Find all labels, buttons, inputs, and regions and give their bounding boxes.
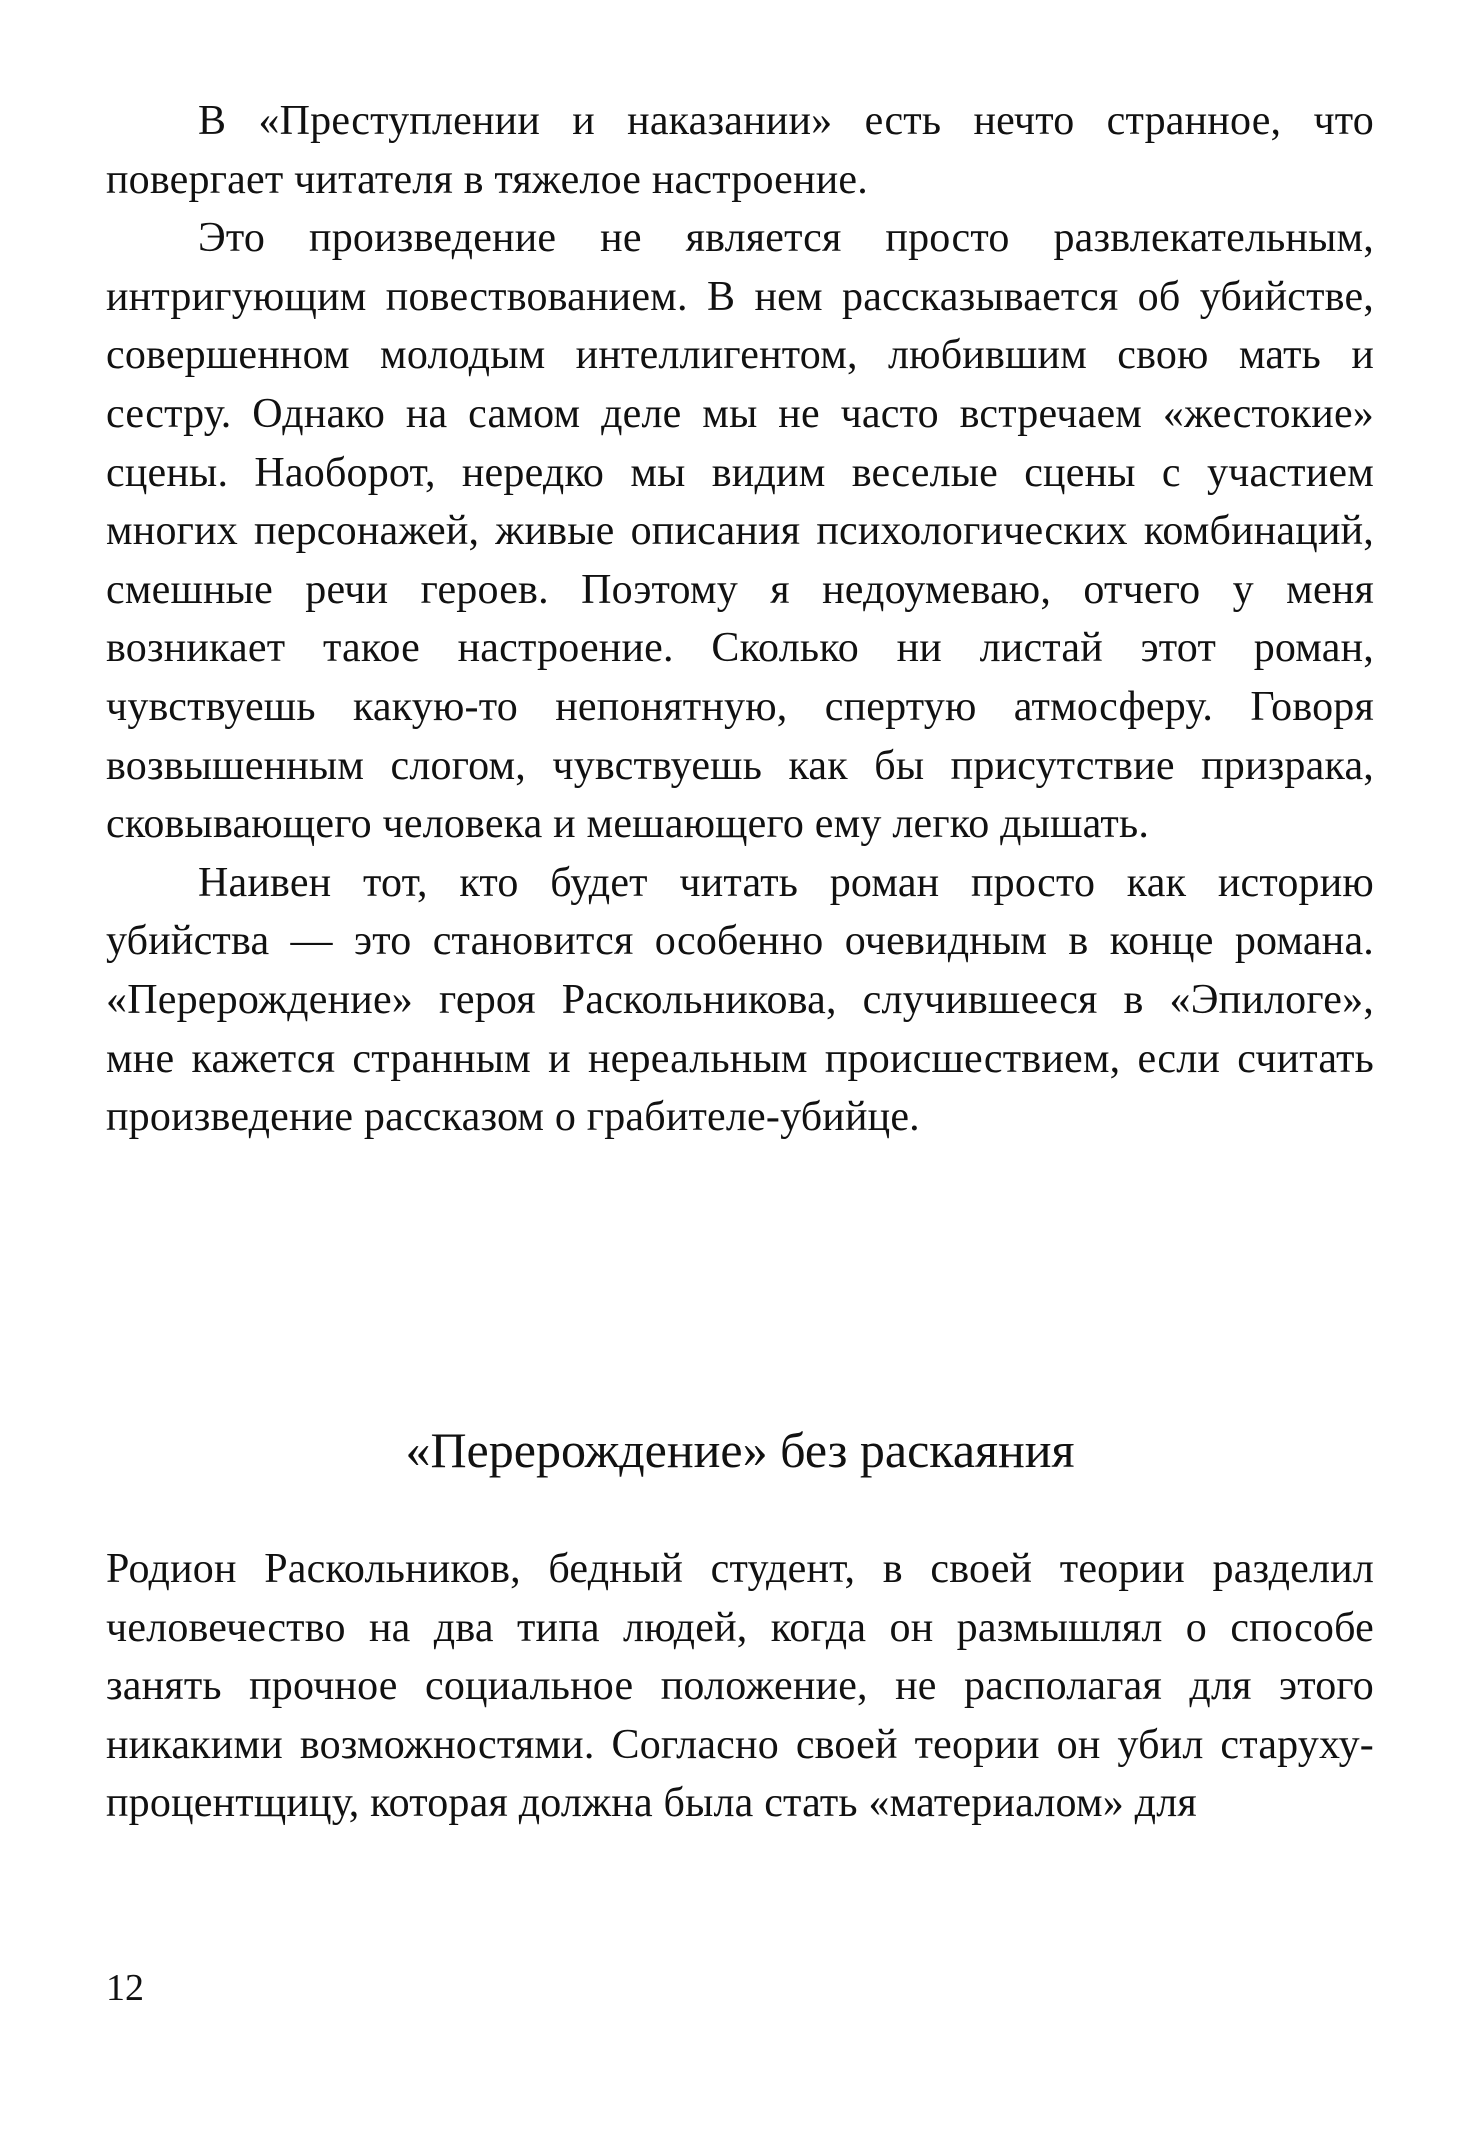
page-number: 12 xyxy=(106,1967,144,2009)
paragraph-1: В «Преступлении и наказании» есть нечто странное, что повергает читателя в тяжелое настроение. xyxy=(106,98,1374,203)
paragraph-3: Наивен тот, кто будет читать роман просто как историю убийства — это становится особенно очевидным в конце романа. «Перерождение» героя Раскольникова, случившееся в «Эпилоге», мне кажется странным и нереальным происшествием, если считать произведение рассказом о грабителе-убийце. xyxy=(106,859,1374,1141)
intro-text-block xyxy=(106,92,1374,1147)
section-paragraph: Родион Раскольников, бедный студент, в своей теории разделил человечество на два типа людей, когда он размышлял о способе занять прочное социальное положение, не располагая для этого никакими возможностями. Согласно своей теории он убил старуху-процентщицу, которая должна была стать «материалом» для xyxy=(106,1546,1374,1827)
section-text-block xyxy=(106,1540,1374,1833)
section-heading: «Перерождение» без раскаяния xyxy=(405,1422,1075,1478)
paragraph-2: Это произведение не является просто развлекательным, интригующим повествованием. В нем рассказывается об убийстве, совершенном молодым интеллигентом, любившим свою мать и сестру. Однако на самом деле мы не часто встречаем «жестокие» сцены. Наоборот, нередко мы видим веселые сцены с участием многих персонажей, живые описания психологических комбинаций, смешные речи героев. Поэтому я недоумеваю, отчего у меня возникает такое настроение. Сколько ни листай этот роман, чувствуешь какую-то непонятную, спертую атмосферу. Говоря возвышенным слогом, чувствуешь как бы присутствие призрака, сковывающего человека и мешающего ему легко дышать. xyxy=(106,215,1374,848)
